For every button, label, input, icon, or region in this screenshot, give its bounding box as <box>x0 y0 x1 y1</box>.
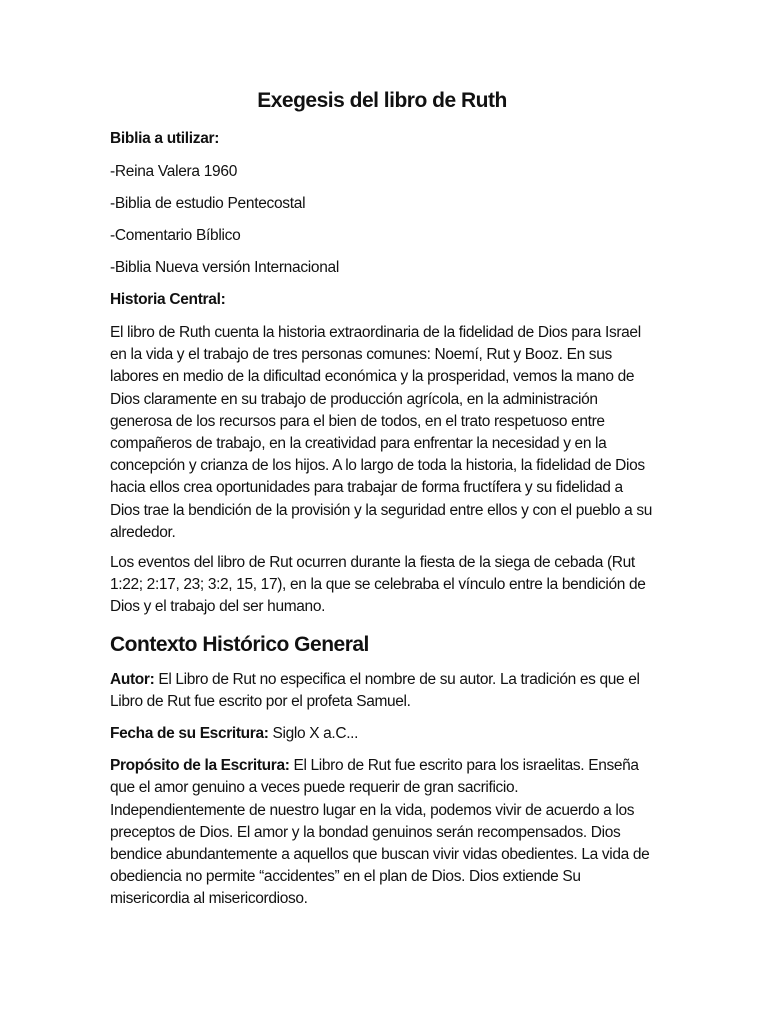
document-page <box>110 88 654 921</box>
section-heading: Contexto Histórico General <box>110 632 369 656</box>
author-label: Autor: <box>110 670 155 688</box>
bible-item: -Biblia Nueva versión Internacional <box>110 259 340 276</box>
purpose-field <box>110 755 654 910</box>
central-story-paragraph: El libro de Ruth cuenta la historia extraordinaria de la fidelidad de Dios para Israel en la vida y el trabajo de tres personas comunes: Noemí, Rut y Booz. En sus labores en medio de la dificultad económica y la prosperidad, vemos la mano de Dios claramente en su trabajo de producción agrícola, en la administración generosa de los recursos para el bien de todos, en el trato respetuoso entre compañeros de trabajo, en la creatividad para enfrentar la necesidad y en la concepción y crianza de los hijos. A lo largo de toda la historia, la fidelidad de Dios hacia ellos crea oportunidades para trabajar de forma fructífera y su fidelidad a Dios trae la bendición de la provisión y la seguridad entre ellos y con el pueblo a su alrededor. <box>110 324 653 541</box>
date-field <box>110 723 654 745</box>
central-story-label: Historia Central: <box>110 291 226 308</box>
bible-item: -Reina Valera 1960 <box>110 163 238 180</box>
purpose-text: El Libro de Rut fue escrito para los israelitas. Enseña que el amor genuino a veces puede requerir de gran sacrificio. Independientemente de nuestro lugar en la vida, podemos vivir de acuerdo a los preceptos de Dios. El amor y la bondad genuinos serán recompensados. Dios bendice abundantemente a aquellos que buscan vivir vidas obedientes. La vida de obediencia no permite “accidentes” en el plan de Dios. Dios extiende Su misericordia al misericordioso. <box>110 757 650 908</box>
central-story-paragraph: Los eventos del libro de Rut ocurren durante la fiesta de la siega de cebada (Rut 1:22; 2:17, 23; 3:2, 15, 17), en la que se celebraba el vínculo entre la bendición de Dios y el trabajo del ser humano. <box>110 554 646 616</box>
date-text: Siglo X a.C... <box>268 725 359 743</box>
author-field <box>110 669 654 713</box>
bible-item: -Biblia de estudio Pentecostal <box>110 195 306 212</box>
bible-item: -Comentario Bíblico <box>110 227 241 244</box>
bible-label: Biblia a utilizar: <box>110 130 220 147</box>
purpose-label: Propósito de la Escritura: <box>110 757 290 775</box>
date-label: Fecha de su Escritura: <box>110 725 269 743</box>
author-text: El Libro de Rut no especifica el nombre de su autor. La tradición es que el Libro de Rut fue escrito por el profeta Samuel. <box>110 670 640 710</box>
document-title: Exegesis del libro de Ruth <box>257 89 507 112</box>
